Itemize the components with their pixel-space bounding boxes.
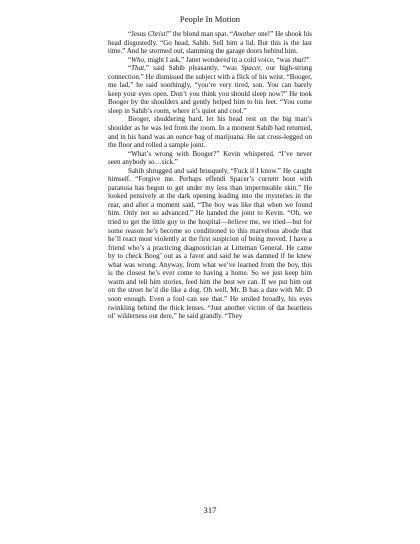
italic-text: That, (131, 64, 146, 73)
text-run: “Jesus (128, 30, 148, 38)
italic-text: that (292, 55, 304, 64)
text-run: me, we tried—but for some reason he’s become so conditioned to this marvelous abode that he’ll react most violently at the first suspicion of being moved. I have a friend who’s a practicing diagnostician at Litteman General. He came by to check Boog’ out as a favor and said he was damned if he knew what was wrong. Anyway, from what we’ve learned from the boy, this is the closest he’s ever come to having a home. So we just keep him warm and tell him stories, feed him the best we can. If we put him out on the street he’d die like a dog. Oh well, Mr. B has a date with Mr. D soon enough. Even a fool can see that.” He smiled broadly, his eyes twinkling behind the thick lenses. “Just another victim of dat heartless ol’ wilderness out dere,” he said grandly. “They (108, 218, 312, 321)
paragraph (108, 150, 312, 167)
text-run: “ (128, 55, 132, 64)
text-run: ” said Sahib pleasantly, “was (145, 64, 242, 73)
running-head: People In Motion (179, 14, 241, 24)
text-run: “ (128, 64, 132, 73)
paragraph (108, 167, 312, 321)
text-run: Booger, shuddering hard, let his head rest on the big man’s shoulder as he was led from the room. In a moment Sahib had returned, and in his hand was an ounce bag of marijuana. He sat cross-legged on the floor and rolled a sample joint. (108, 115, 312, 150)
italic-text: Who, (131, 55, 146, 64)
text-run: one!” He shook his head disgustedly. “Go head, Sahib. Sell him a lid. But this is the last time.” And he stormed out, slamming the garage doors behind him. (108, 30, 312, 56)
italic-text: believe (227, 218, 248, 227)
text-run: “What’s wrong with Booger?” Kevin whispered. “I’ve never seen anybody so…sick.” (108, 149, 312, 167)
paragraph (108, 56, 312, 65)
paragraph (108, 115, 312, 149)
page-number: 317 (203, 505, 217, 515)
italic-text: Spacer, (241, 64, 262, 73)
body-text (108, 30, 312, 321)
text-run: ” the blond man spat. “ (167, 30, 234, 38)
text-run: Sahib shrugged and said brusquely, “Fuck if I know.” He caught himself. “Forgive me. Perhaps effendi Spacer’s current bout with paranoia has begun to get under my less than impermeable skin.” He looked pensively at the dark opening leading into the mysteries in the rear, and after a moment said, “The boy was like that when we found him. Only not so advanced.” He handed the joint to Kevin. “Oh, we tried to get the little guy to the hospital— (108, 166, 312, 227)
text-run: ?” (303, 55, 310, 64)
paragraph (108, 64, 312, 115)
paragraph (108, 30, 312, 56)
text-run: our high-strung connection.” He dismissed the subject with a flick of his wrist. “Booger, me lad,” he said soothingly, “you’re very tired, son. You can barely keep your eyes open. Don’t you think you should sleep now?” He took Booger by the shoulders and gently helped him to his feet. “You come sleep in Sahib’s room, where it’s quiet and cool.” (108, 64, 312, 115)
text-run: might I ask,” Janet wondered in a cold voice, “was (145, 55, 293, 64)
italic-text: Another (233, 30, 256, 38)
italic-text: Christ! (147, 30, 168, 38)
